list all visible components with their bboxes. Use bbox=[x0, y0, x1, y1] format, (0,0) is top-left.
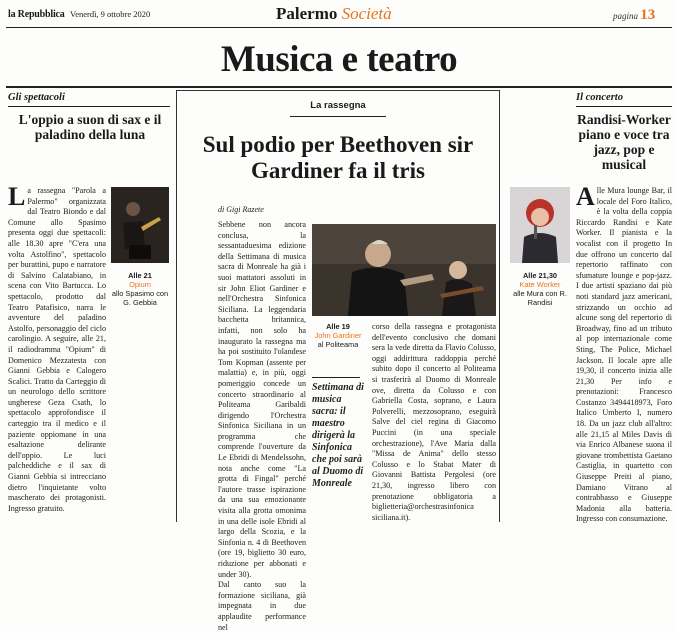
left-article-body bbox=[8, 182, 106, 516]
left-caption-place: allo Spasimo con G. Gebbia bbox=[111, 289, 169, 307]
right-article-body bbox=[576, 182, 672, 524]
right-photo-caption bbox=[506, 271, 574, 307]
center-photo-caption bbox=[312, 322, 364, 349]
center-pullquote: Settimana di musica sacra: il maestro dirigerà la Sinfonica che poi sarà al Duomo di Monreale bbox=[312, 382, 364, 489]
center-byline: di Gigi Razete bbox=[218, 205, 264, 214]
newspaper-logo: la Repubblica bbox=[8, 9, 65, 20]
opium-photo bbox=[111, 187, 169, 263]
center-caption-place: al Politeama bbox=[317, 340, 359, 349]
left-section-heading: Gli spettacoli bbox=[8, 92, 65, 103]
right-body-text: lle Mura lounge Bar, il locale del Foro Italico, è la volta della coppia Riccardo Randisi e Kate Worker. Il pianista e la vocalist con il progetto In due offrono un concerto dal repertorio raffinato con sfumature lounge e pop-jazz. I due artisti spaziano dai più noti standard jazz americani, strizzando un occhio ad alcune song del repertorio di Broadway, fino ad un tributo al pop internazionale come Sting, The Police, Michael Jackson. Il locale apre alle 19,30, il concerto inizia alle 21,30 Per info e prenotazioni: Francesco Costanzo 3494418973, Foro Italico Umberto I, numero 18. Da un jazz club all'altro: alle 21,15 al Miles Davis di via Enrico Albanese suona il giovane trombettista Gaetano Castiglia, in quartetto con Giuseppe Preiti al piano, Damiano Vitrano al contrabbasso e Giuseppe Madonia alla batteria. Ingresso con consumazione. bbox=[576, 186, 672, 524]
right-section-heading: Il concerto bbox=[576, 92, 623, 103]
title-rule bbox=[6, 86, 672, 88]
page-title: Musica e teatro bbox=[220, 39, 458, 80]
center-caption-time: Alle 19 bbox=[326, 322, 350, 331]
kate-worker-photo bbox=[510, 187, 570, 263]
right-caption-name: Kate Worker bbox=[519, 280, 561, 289]
section-title bbox=[276, 4, 392, 24]
right-caption-time: Alle 21,30 bbox=[522, 271, 558, 280]
section-name: Società bbox=[341, 4, 392, 23]
issue-date: Venerdì, 9 ottobre 2020 bbox=[70, 9, 151, 19]
center-kicker: La rassegna bbox=[310, 100, 366, 111]
page-label: pagina bbox=[613, 11, 639, 21]
header-rule bbox=[6, 27, 672, 28]
pullquote-rule bbox=[312, 377, 360, 378]
center-col1 bbox=[218, 220, 306, 632]
left-photo-caption bbox=[108, 271, 172, 307]
right-article-title: Randisi-Worker piano e voce tra jazz, pop e musical bbox=[577, 112, 671, 172]
center-col1-text: Sebbene non ancora conclusa, la sessantaduesima edizione della Settimana di musica sacra di Monreale ha già i suoi mattatori assoluti in sir John Eliot Gardiner e nell'Orchestra Sinfonica Siciliana. La leggendaria bacchetta britannica, infatti, non solo ha inaugurato la rassegna ma ha poi sostituito l'olandese Tom Kopman (assente per malattia) e, in più, oggi pomeriggio concede un concerto straordinario al Politeama Garibaldi dirigendo l'Orchestra Sinfonica Siciliana in un programma che comprende l'ouverture da Le Ebridi di Mendelssohn, nota anche come "La grotta di Fingal" perché l'autore trasse ispirazione da una sua emozionante visita alla grotta omonima in una delle isole Ebridi al largo della Scozia, e la Sinfonia n. 4 di Beethoven (ore 19, biglietto 30 euro, riduzione per abbonati e under 30). bbox=[218, 220, 306, 579]
right-caption-place: alle Mura con R. Randisi bbox=[513, 289, 567, 307]
center-headline: Sul podio per Beethoven sir Gardiner fa il tris bbox=[202, 132, 474, 183]
right-dropcap: A bbox=[576, 182, 595, 211]
left-heading-rule bbox=[8, 106, 170, 107]
left-body-text: a rassegna "Parola a Palermo" organizzata dal Teatro Biondo e dal Comune allo Spasimo presenta oggi due spettacoli: alle 18.30 apre "C'era una volta Astolfino", spettacolo per burattini, pupo e narratore di Salvino Calatabiano, in scena con Vito Bartucca. Lo spettacolo, prodotto dal Teatro Patafisico, narra le avventure del paladino Astolfo, personaggio del ciclo carolingio. A seguire, alle 21, il radiodramma "Opium" di Domenico Mezzatesta con Gianni Gebbia e Calogero Scalici. Tratto da Carteggio di un neurologo dello scrittore ungherese Geza Csath, lo spettacolo approfondisce il carteggio tra il medico e il paziente oppiomane in una esaltazione delirante dell'oppio. Le luci palcheddiche e il sax di Gianni Gebbia si intrecciano dietro l'inquietante volto mascherato dei protagonisti. Ingresso gratuito. bbox=[8, 186, 106, 513]
left-caption-time: Alle 21 bbox=[128, 271, 152, 280]
center-caption-name: John Gardiner bbox=[314, 331, 362, 340]
gardiner-photo bbox=[312, 224, 496, 316]
kicker-rule bbox=[290, 116, 386, 117]
page-number: 13 bbox=[640, 7, 656, 23]
left-dropcap: L bbox=[8, 182, 26, 211]
section-city: Palermo bbox=[276, 4, 338, 23]
center-col2: corso della rassegna e protagonista dell'evento conclusivo che domani sera la vede diretta da Flavio Colusso, oggi addirittura raddoppia perché subito dopo il concerto al Politeama si trasferirà al Duomo di Monreale ove, diretta da Colusso e con Gabriella Costa, soprano, e Laura Polverelli, mezzosoprano, eseguirà Salve del ciel regina di Giacomo Puccini (in una speciale orchestrazione), l'Ave Maria dalla "Missa de Anima" dello stesso Colusso e lo Stabat Mater di Giovanni Battista Pergolesi (ore 21,30, ingresso libero con prenotazione obbligatoria a biglietteria@orchestrasinfonica siciliana.it). bbox=[372, 322, 496, 522]
left-article-title: L'oppio a suon di sax e il paladino della luna bbox=[18, 112, 162, 142]
center-col1b-text: Dal canto suo la formazione siciliana, già impegnata in due applaudite performance nel bbox=[218, 580, 306, 632]
right-heading-rule bbox=[576, 106, 672, 107]
left-caption-name: Opium bbox=[129, 280, 151, 289]
page-indicator bbox=[613, 7, 655, 24]
